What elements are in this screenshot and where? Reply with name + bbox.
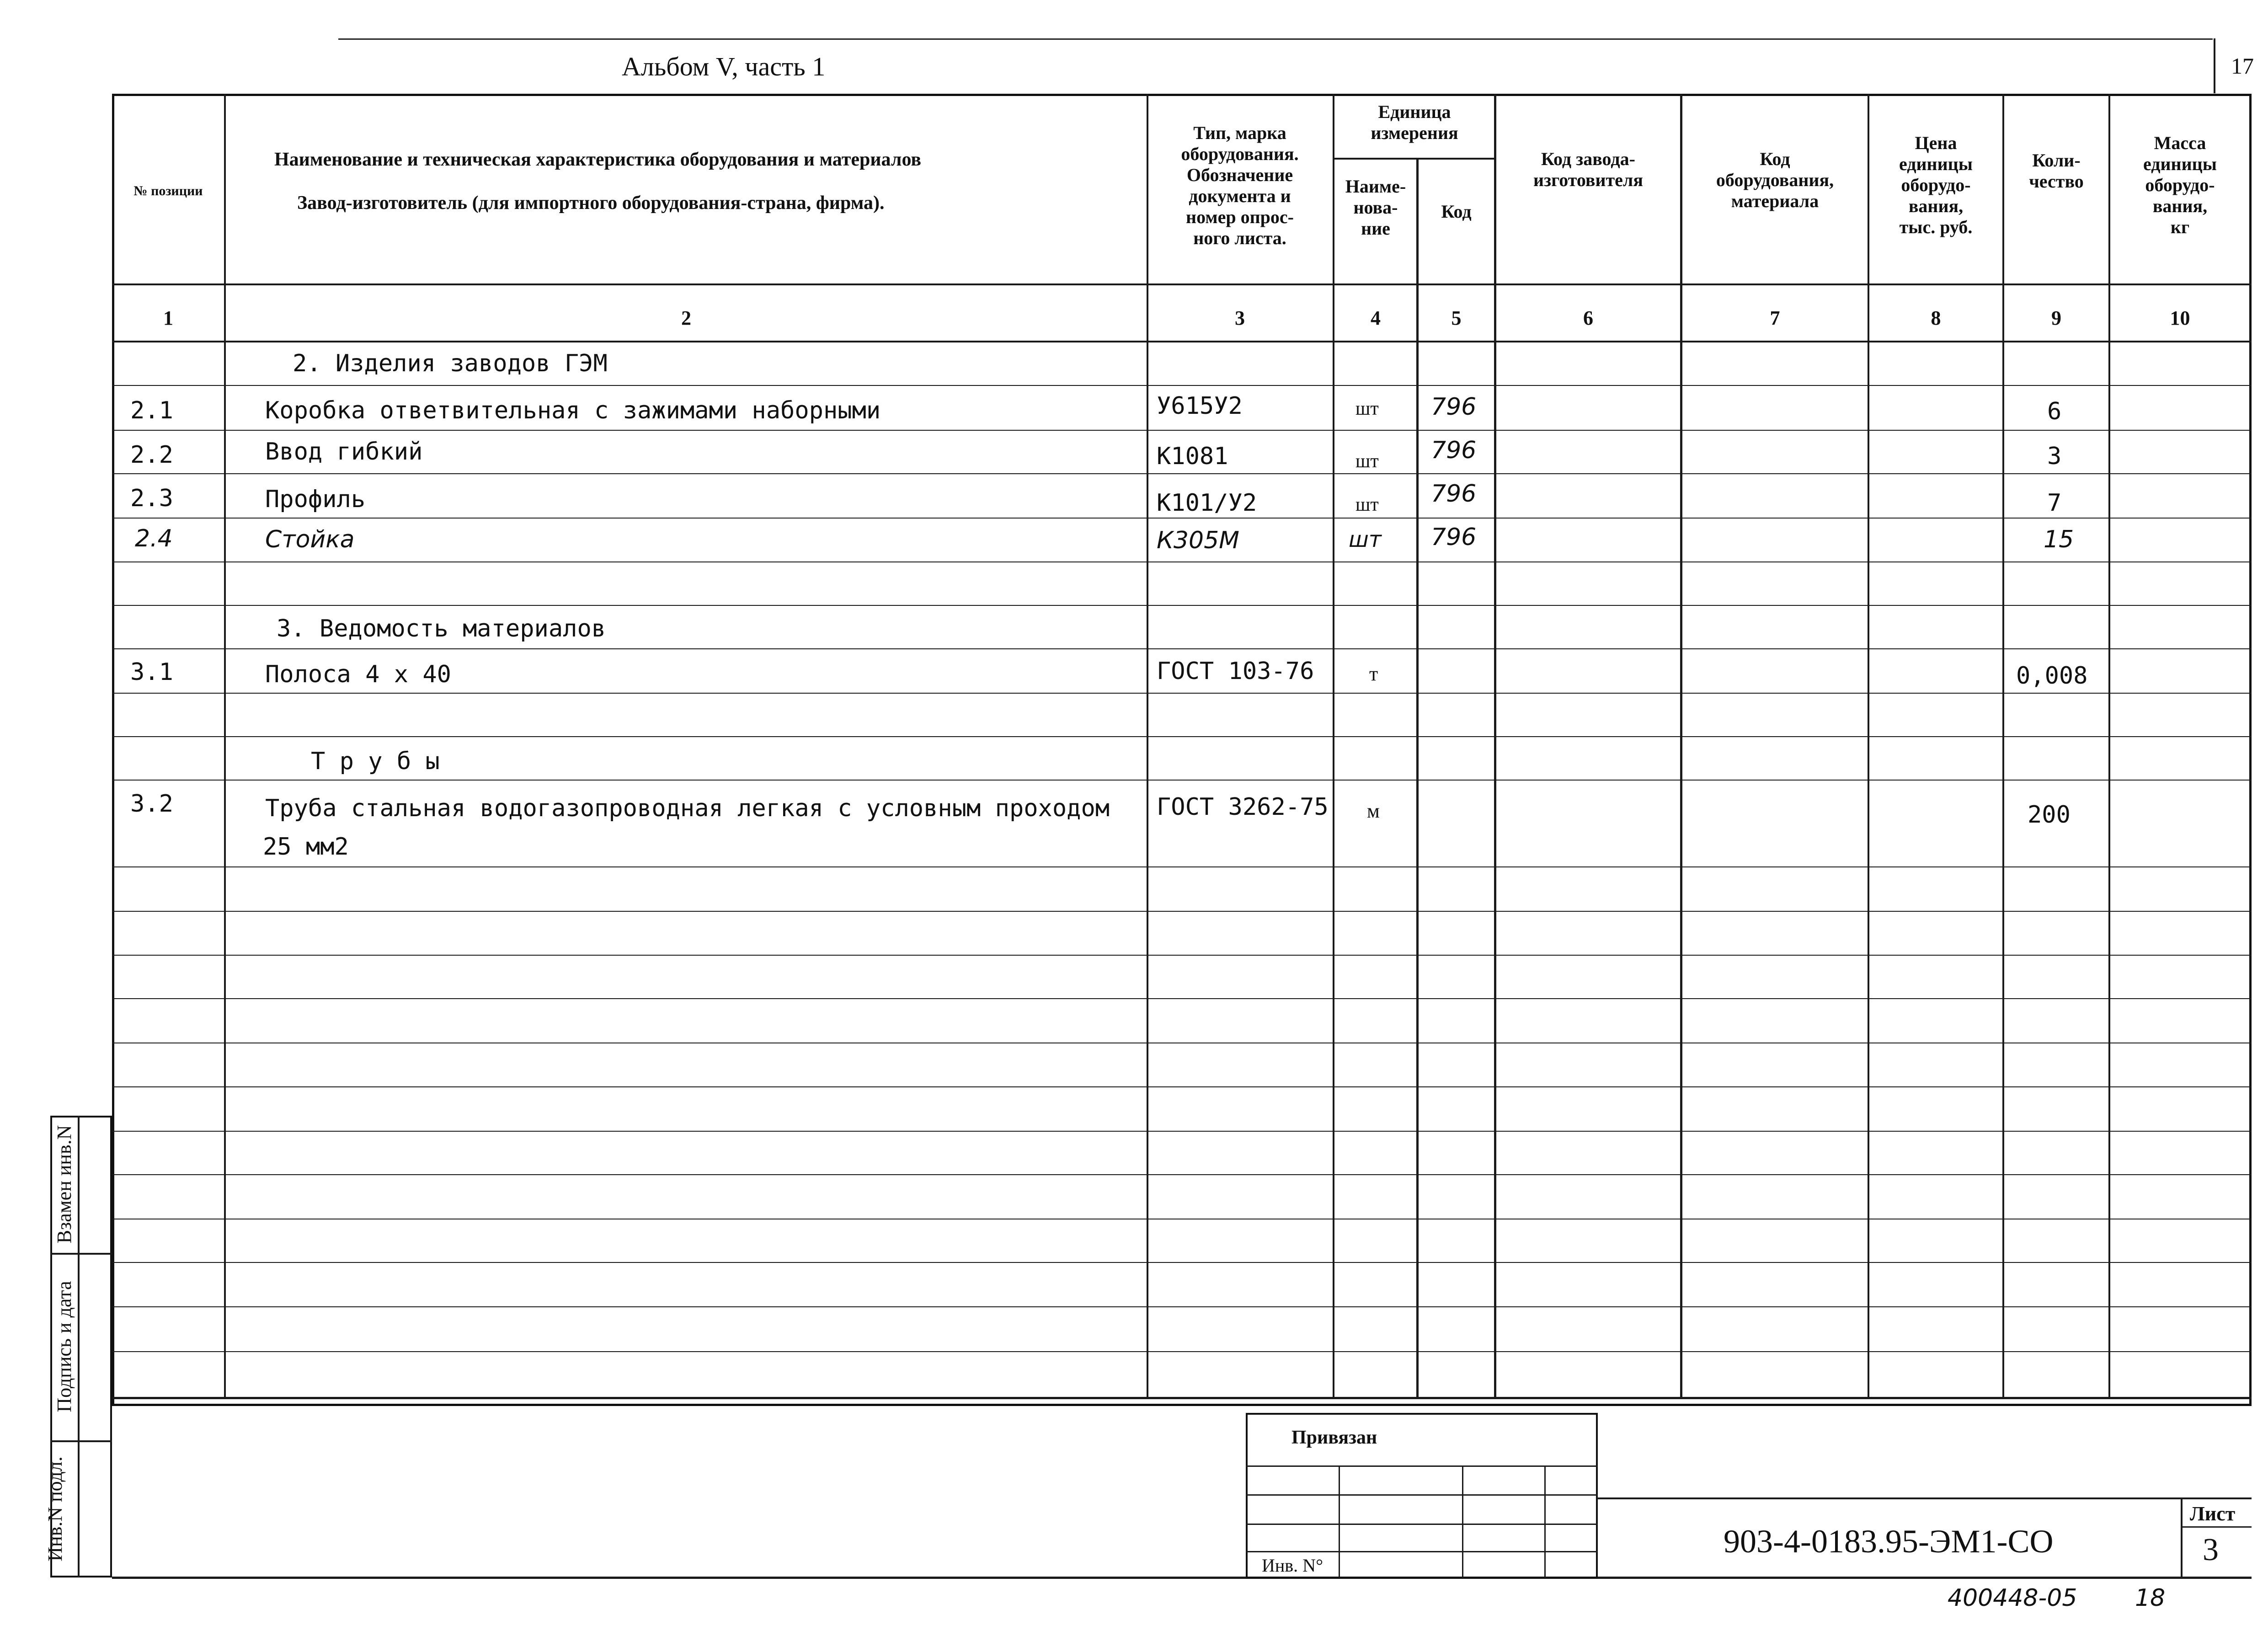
col-number-3: 3 bbox=[1235, 307, 1245, 329]
row-unit: шт bbox=[1355, 398, 1379, 419]
row-unit-code: 796 bbox=[1431, 393, 1477, 421]
col-header-quantity: Коли- чество bbox=[2029, 150, 2084, 192]
row-name: Профиль bbox=[265, 486, 366, 513]
col-number-5: 5 bbox=[1451, 307, 1462, 329]
row-name: Коробка ответвительная с зажимами наборными bbox=[265, 397, 881, 424]
row-quantity: 7 bbox=[2047, 489, 2062, 517]
row-position: 2.2 bbox=[130, 441, 173, 469]
col-header-unit-name: Наиме- нова- ние bbox=[1345, 176, 1406, 239]
row-type: ГОСТ 3262-75 bbox=[1157, 793, 1329, 821]
side-stamp-inv: Инв.N подл. bbox=[44, 1456, 66, 1561]
row-position: 3.2 bbox=[130, 790, 173, 818]
row-position: 2.4 bbox=[135, 525, 173, 552]
section-heading-pipes: Т р у б ы bbox=[311, 748, 440, 775]
col-header-position: № позиции bbox=[133, 183, 203, 198]
row-name: Ввод гибкий bbox=[265, 438, 423, 465]
archive-sheet: 18 bbox=[2135, 1584, 2166, 1612]
row-position: 2.3 bbox=[130, 485, 173, 512]
row-quantity: 200 bbox=[2028, 801, 2071, 829]
col-header-mass: Масса единицы оборудо- вания, кг bbox=[2143, 133, 2217, 237]
col-number-8: 8 bbox=[1931, 307, 1941, 329]
archive-number: 400448-05 bbox=[1948, 1584, 2077, 1612]
sheet-label: Лист bbox=[2190, 1503, 2236, 1525]
row-name-continuation: 25 мм2 bbox=[263, 833, 349, 861]
row-position: 2.1 bbox=[130, 397, 173, 424]
row-unit-code: 796 bbox=[1431, 524, 1477, 551]
binding-label: Привязан bbox=[1291, 1427, 1377, 1448]
col-header-unit-group: Единица измерения bbox=[1371, 102, 1458, 143]
row-unit-code: 796 bbox=[1431, 480, 1477, 508]
row-unit: шт bbox=[1355, 494, 1379, 515]
row-unit-code: 796 bbox=[1431, 437, 1477, 464]
col-header-unit-code: Код bbox=[1441, 201, 1472, 222]
col-header-factory-code: Код завода- изготовителя bbox=[1533, 149, 1644, 190]
col-header-equipment-code: Код оборудования, материала bbox=[1716, 149, 1834, 211]
row-quantity: 3 bbox=[2047, 443, 2062, 470]
row-quantity: 15 bbox=[2044, 526, 2074, 553]
row-name: Труба стальная водогазопроводная легкая с условным проходом bbox=[265, 795, 1110, 822]
row-quantity: 0,008 bbox=[2016, 662, 2088, 690]
row-unit: т bbox=[1369, 663, 1378, 685]
sheet-number: 3 bbox=[2203, 1532, 2219, 1567]
row-unit: м bbox=[1367, 800, 1380, 822]
row-name: Стойка bbox=[265, 526, 355, 553]
col-header-name-line2: Завод-изготовитель (для импортного оборудования-страна, фирма). bbox=[297, 193, 885, 214]
col-number-9: 9 bbox=[2051, 307, 2061, 329]
row-name: Полоса 4 х 40 bbox=[265, 661, 451, 688]
section-heading-materials: 3. Ведомость материалов bbox=[277, 615, 606, 642]
col-number-6: 6 bbox=[1583, 307, 1593, 329]
row-unit: шт bbox=[1349, 527, 1382, 552]
col-number-7: 7 bbox=[1770, 307, 1780, 329]
row-type: У615У2 bbox=[1157, 392, 1243, 420]
row-type: К1081 bbox=[1157, 443, 1228, 470]
row-type: К305М bbox=[1157, 527, 1240, 554]
col-number-10: 10 bbox=[2170, 307, 2190, 329]
row-quantity: 6 bbox=[2047, 398, 2062, 425]
row-unit: шт bbox=[1355, 451, 1379, 472]
col-header-name-line1: Наименование и техническая характеристика оборудования и материалов bbox=[274, 149, 922, 170]
side-stamp-signature: Подпись и дата bbox=[53, 1281, 75, 1412]
section-heading-gem: 2. Изделия заводов ГЭМ bbox=[293, 350, 608, 377]
col-header-type: Тип, марка оборудования. Обозначение документа и номер опрос- ного листа. bbox=[1181, 123, 1299, 248]
side-stamp-replacement: Взамен инв.N bbox=[53, 1125, 75, 1244]
col-number-1: 1 bbox=[163, 307, 173, 329]
album-title: Альбом V, часть 1 bbox=[622, 52, 826, 81]
col-header-unit-price: Цена единицы оборудо- вания, тыс. руб. bbox=[1899, 133, 1973, 237]
row-type: ГОСТ 103-76 bbox=[1157, 658, 1314, 685]
col-number-2: 2 bbox=[681, 307, 691, 329]
document-code: 903-4-0183.95-ЭМ1-СО bbox=[1724, 1523, 2054, 1560]
row-position: 3.1 bbox=[130, 658, 173, 686]
inv-label: Инв. N° bbox=[1262, 1555, 1323, 1576]
page-number: 17 bbox=[2231, 53, 2254, 79]
row-type: К101/У2 bbox=[1157, 489, 1257, 517]
col-number-4: 4 bbox=[1371, 307, 1381, 329]
